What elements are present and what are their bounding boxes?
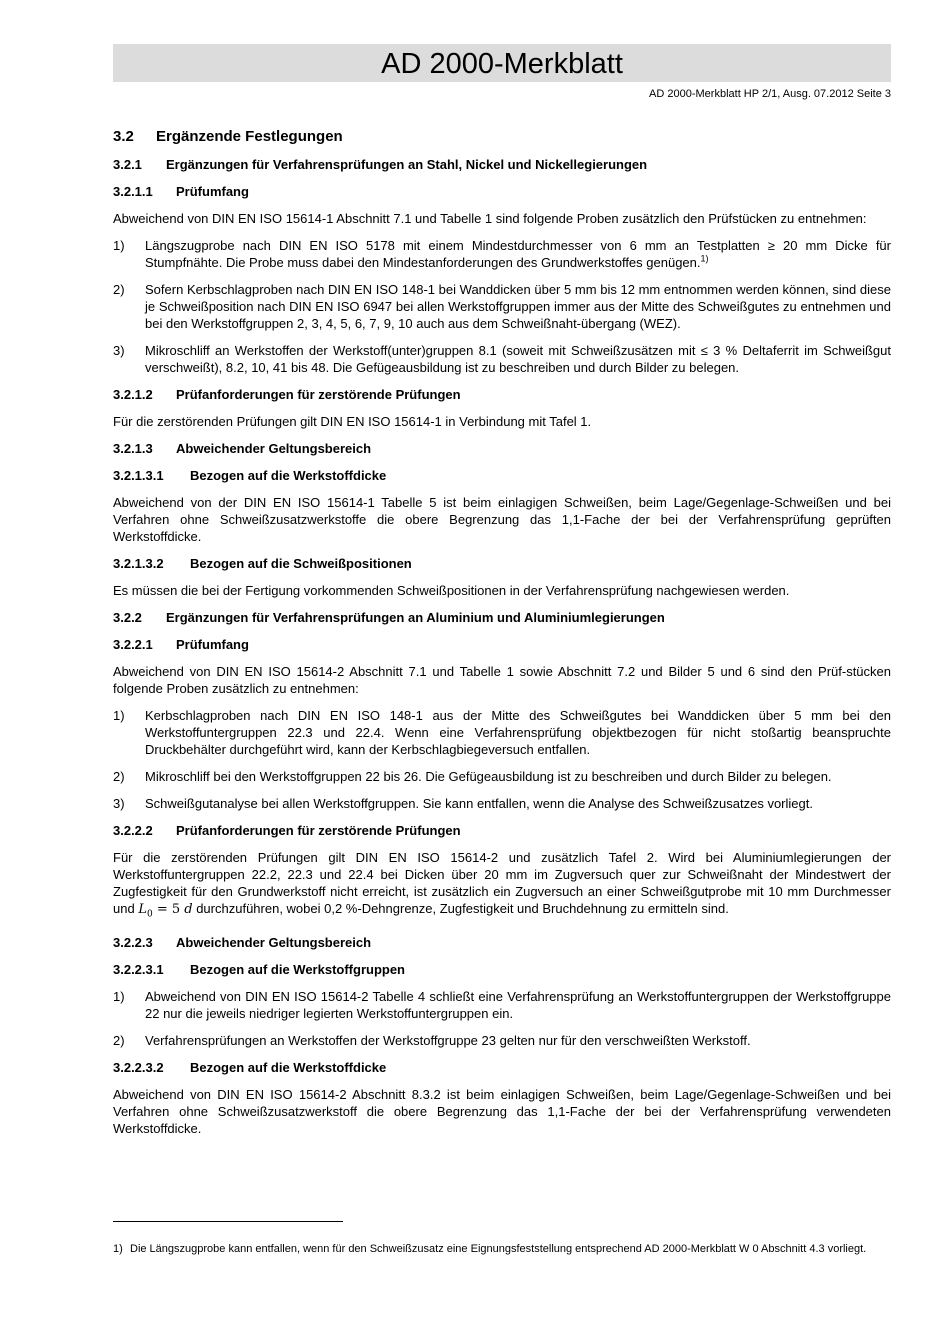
section-3-2-1-3-2-text: Es müssen die bei der Fertigung vorkommenden Schweißpositionen in der Verfahrensprüfung nachgewiesen werden. [113, 583, 790, 598]
list-item: 1) Abweichend von DIN EN ISO 15614-2 Tabelle 4 schließt eine Verfahrensprüfung an Werkstoffuntergruppen der Werkstoffgruppe 22 nur die jeweils niedriger legierten Werkstoffuntergruppen ein. [113, 988, 891, 1021]
section-3-2-1-2-heading: 3.2.1.2 Prüfanforderungen für zerstörende Prüfungen [113, 387, 461, 402]
section-3-2-2-3-2-heading: 3.2.2.3.2 Bezogen auf die Werkstoffdicke [113, 1059, 387, 1075]
list-item: 1) Kerbschlagproben nach DIN EN ISO 148-1 aus der Mitte des Schweißgutes bei Wanddicken über 5 mm bei den Werkstoffuntergruppen 22.3 und 22.4. Wenn eine Verfahrensprüfung objektbezogen für nicht stoßartig beanspruchte Druckbehälter durchgeführt wird, kann der Kerbschlagbiegeversuch entfallen. [113, 708, 891, 757]
list-item: 3) Schweißgutanalyse bei allen Werkstoffgruppen. Sie kann entfallen, wenn die Analyse des Schweißzusatzes vorliegt. [113, 796, 813, 811]
formula-l0: $L_0 = 5$ d [138, 902, 193, 920]
document-reference: AD 2000-Merkblatt HP 2/1, Ausg. 07.2012 Seite 3 [649, 88, 891, 100]
section-3-2-1-3-2-heading: 3.2.1.3.2 Bezogen auf die Schweißpositionen [113, 556, 412, 571]
section-3-2-2-2-heading: 3.2.2.2 Prüfanforderungen für zerstörende Prüfungen [113, 823, 461, 838]
section-3-2-2-heading: 3.2.2 Ergänzungen für Verfahrensprüfungen an Aluminium und Aluminiumlegierungen [113, 610, 665, 625]
section-3-2-heading: 3.2 Ergänzende Festlegungen [113, 128, 343, 145]
footnote-divider [113, 1221, 343, 1222]
section-3-2-2-3-2-text: Abweichend von DIN EN ISO 15614-2 Abschnitt 8.3.2 ist beim einlagigen Schweißen, beim Lage/Gegenlage-Schweißen und bei Verfahren ohne Schweißzusatzwerkstoff die obere Begrenzung das 1,1-Fache der bei der Verfahrensprüfung verwendeten Werkstoffdicke. [113, 1086, 891, 1136]
section-3-2-1-heading: 3.2.1 Ergänzungen für Verfahrensprüfungen an Stahl, Nickel und Nickellegierungen [113, 157, 648, 172]
section-3-2-1-2-text: Für die zerstörenden Prüfungen gilt DIN EN ISO 15614-1 in Verbindung mit Tafel 1. [113, 414, 592, 429]
section-3-2-2-3-heading: 3.2.2.3 Abweichender Geltungsbereich [113, 934, 372, 950]
section-3-2-2-3-1-heading: 3.2.2.3.1 Bezogen auf die Werkstoffgruppen [113, 961, 405, 977]
list-item: 2) Verfahrensprüfungen an Werkstoffen der Werkstoffgruppe 23 gelten nur für den verschweißten Werkstoff. [113, 1032, 751, 1048]
section-3-2-2-1-intro: Abweichend von DIN EN ISO 15614-2 Abschnitt 7.1 und Tabelle 1 sowie Abschnitt 7.2 und Bilder 5 und 6 sind den Prüf-stücken folgende Proben zusätzlich zu entnehmen: [113, 664, 891, 696]
section-3-2-2-1-heading: 3.2.2.1 Prüfumfang [113, 637, 249, 652]
list-item: 2) Sofern Kerbschlagproben nach DIN EN ISO 148-1 bei Wanddicken über 5 mm bis 12 mm entnommen werden können, sind diese je Schweißposition nach DIN EN ISO 6947 bei allen Werkstoffgruppen immer aus der Mitte des Schweißgutes zu entnehmen und bei den Werkstoffgruppen 2, 3, 4, 5, 6, 7, 9, 10 auch aus dem Schweißnaht-übergang (WEZ). [113, 282, 891, 331]
section-3-2-1-3-1-heading: 3.2.1.3.1 Bezogen auf die Werkstoffdicke [113, 468, 387, 483]
section-3-2-2-2-text: Für die zerstörenden Prüfungen gilt DIN EN ISO 15614-2 und zusätzlich Tafel 2. Wird bei Aluminiumlegierungen der Werkstoffuntergruppen 22.2, 22.3 und 22.4 bei Dicken über 20 mm im Zugversuch quer zur Schweißnaht der Mindestwert der Zugfestigkeit für den Grundwerkstoff nicht erreicht, ist zusätzlich ein Zugversuch an einer Schweißgutprobe mit 10 mm Durchmesser und $L_0 = 5$ d durchzuführen, wobei 0,2 %-Dehngrenze, Zugfestigkeit und Bruchdehnung zu ermitteln sind. [113, 850, 891, 920]
document-body [113, 128, 891, 1137]
section-3-2-1-3-heading: 3.2.1.3 Abweichender Geltungsbereich [113, 441, 372, 456]
section-3-2-1-1-intro: Abweichend von DIN EN ISO 15614-1 Abschnitt 7.1 und Tabelle 1 sind folgende Proben zusätzlich den Prüfstücken zu entnehmen: [113, 211, 867, 226]
footnote: 1) Die Längszugprobe kann entfallen, wenn für den Schweißzusatz eine Eignungsfeststellung entsprechend AD 2000-Merkblatt W 0 Abschnitt 4.3 vorliegt. [113, 1243, 867, 1255]
list-item: 3) Mikroschliff an Werkstoffen der Werkstoff(unter)gruppen 8.1 (soweit mit Schweißzusätzen mit ≤ 3 % Deltaferrit im Schweißgut verschweißt), 8.2, 10, 41 bis 48. Die Gefügeausbildung ist zu beschreiben und durch Bilder zu belegen. [113, 343, 891, 375]
page [113, 44, 891, 1147]
section-3-2-1-3-1-text: Abweichend von der DIN EN ISO 15614-1 Tabelle 5 ist beim einlagigen Schweißen, beim Lage/Gegenlage-Schweißen und bei Verfahren ohne Schweißzusatzwerkstoffe die obere Begrenzung das 1,1-Fache der bei der Verfahrensprüfung geprüften Werkstoffdicke. [113, 495, 891, 544]
list-item: 2) Mikroschliff bei den Werkstoffgruppen 22 bis 26. Die Gefügeausbildung ist zu beschreiben und durch Bilder zu belegen. [113, 769, 832, 784]
list-item: 1) Längszugprobe nach DIN EN ISO 5178 mit einem Mindestdurchmesser von 6 mm an Testplatten ≥ 20 mm Dicke für Stumpfnähte. Die Probe muss dabei den Mindestanforderungen des Grundwerkstoffes genügen.$^{1)}$ [113, 238, 891, 270]
document-banner-title: AD 2000-Merkblatt [113, 44, 891, 82]
section-3-2-1-1-heading: 3.2.1.1 Prüfumfang [113, 184, 249, 199]
footnote-marker: 1) [700, 253, 709, 264]
